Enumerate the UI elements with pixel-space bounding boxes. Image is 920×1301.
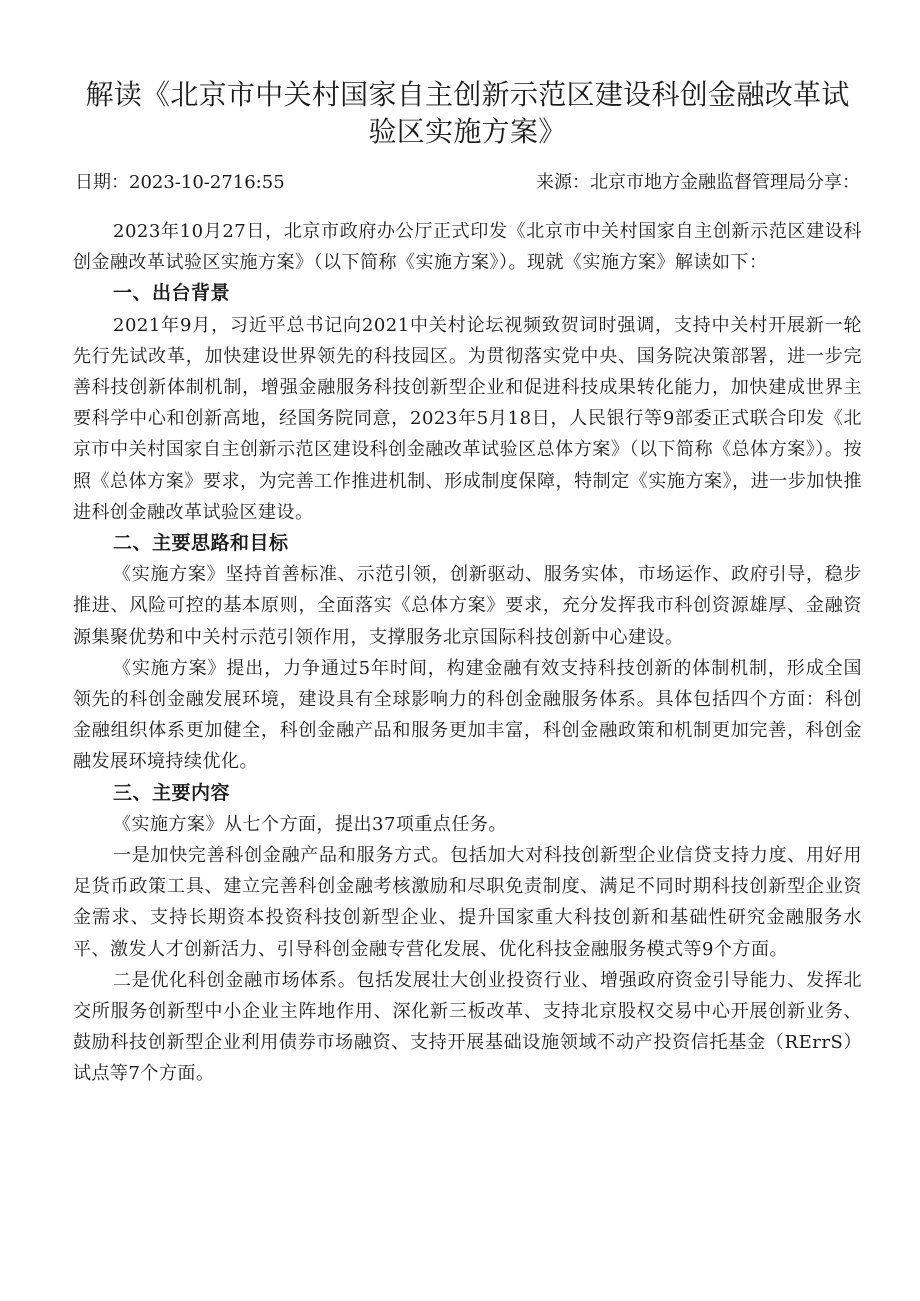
section-paragraph: 2021年9月，习近平总书记向2021中关村论坛视频致贺词时强调，支持中关村开展新一轮先行先试改革，加快建设世界领先的科技园区。为贯彻落实党中央、国务院决策部署，进一步完善科技创新体制机制，增强金融服务科技创新型企业和促进科技成果转化能力，加快建成世界主要科学中心和创新高地，经国务院同意，2023年5月18日，人民银行等9部委正式联合印发《北京市中关村国家自主创新示范区建设科创金融改革试验区总体方案》（以下简称《总体方案》）。按照《总体方案》要求，为完善工作推进机制、形成制度保障，特制定《实施方案》，进一步加快推进科创金融改革试验区建设。: [73, 314, 862, 523]
publish-source: 来源：北京市地方金融监督管理局分享：: [536, 172, 860, 193]
section-paragraph: 一是加快完善科创金融产品和服务方式。包括加大对科技创新型企业信贷支持力度、用好用足货币政策工具、建立完善科创金融考核激励和尽职免责制度、满足不同时期科技创新型企业资金需求、支持长期资本投资科技创新型企业、提升国家重大科技创新和基础性研究金融服务水平、激发人才创新活力、引导科创金融专营化发展、优化科技金融服务模式等9个方面。: [73, 845, 862, 960]
section-paragraph: 《实施方案》提出，力争通过5年时间，构建金融有效支持科技创新的体制机制，形成全国领先的科创金融发展环境，建设具有全球影响力的科创金融服务体系。具体包括四个方面：科创金融组织体系更加健全，科创金融产品和服务更加丰富，科创金融政策和机制更加完善，科创金融发展环境持续优化。: [73, 657, 862, 773]
section-paragraph: 《实施方案》坚持首善标准、示范引领，创新驱动、服务实体，市场运作、政府引导，稳步推进、风险可控的基本原则，全面落实《总体方案》要求，充分发挥我市科创资源雄厚、金融资源集聚优势和中关村示范引领作用，支撑服务北京国际科技创新中心建设。: [73, 564, 862, 648]
intro-paragraph: 2023年10月27日，北京市政府办公厅正式印发《北京市中关村国家自主创新示范区建设科创金融改革试验区实施方案》（以下简称《实施方案》）。现就《实施方案》解读如下：: [73, 221, 862, 274]
section-heading-content: 三、主要内容: [113, 781, 231, 804]
section-heading-goals: 二、主要思路和目标: [113, 532, 289, 555]
section-paragraph: 二是优化科创金融市场体系。包括发展壮大创业投资行业、增强政府资金引导能力、发挥北交所服务创新型中小企业主阵地作用、深化新三板改革、支持北京股权交易中心开展创新业务、鼓励科技创新型企业利用债券市场融资、支持开展基础设施领域不动产投资信托基金（RErrS）试点等7个方面。: [73, 969, 862, 1085]
document-body: [73, 216, 862, 1090]
document-meta: [73, 171, 862, 195]
section-heading-background: 一、出台背景: [113, 282, 231, 305]
section-paragraph: 《实施方案》从七个方面，提出37项重点任务。: [113, 813, 507, 835]
document-title: 解读《北京市中关村国家自主创新示范区建设科创金融改革试验区实施方案》: [85, 78, 850, 148]
publish-date: 日期：2023-10-2716:55: [75, 172, 285, 193]
